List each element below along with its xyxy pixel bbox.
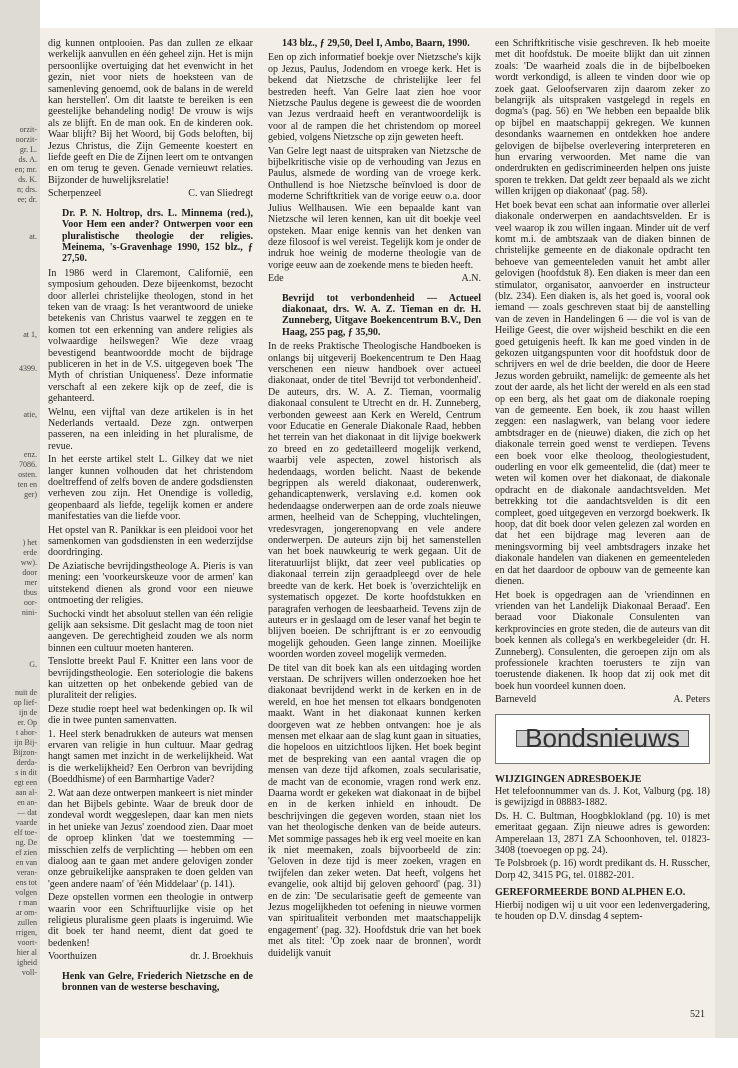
gutter-line: en; mr. xyxy=(14,165,37,174)
gutter-line: Bijzon- xyxy=(13,748,37,757)
gutter-line: ger) xyxy=(24,490,37,499)
paragraph: Van Gelre legt naast de uitspraken van Nietzsche de bijbelkritische visie op de verhouding van Jezus en Paulus, alsmede de wording van de vroege kerk. Onthullend is hoe Nietzsche beïnvloed is door de moderne Schriftkritiek van de vorige eeuw o.a. door Julius Wellhausen. Wie een bepaalde kant van Nietzsche wil leren kennen, kan uit dit boekje veel opsteken. Maar enige kennis van het denken van deze filosoof is wel vereist. Tegelijk kom je onder de indruk hoe weinig de moderne theologie van de vorige eeuw aan de zoekende mens te bieden heeft. xyxy=(268,145,481,271)
gutter-line: orzit- xyxy=(19,125,37,134)
gutter-line: — dat xyxy=(17,808,37,817)
gutter-line: vaarde xyxy=(15,818,37,827)
review-body xyxy=(268,341,481,959)
section-heading: WIJZIGINGEN ADRESBOEKJE xyxy=(495,773,642,785)
address-changes xyxy=(495,786,710,881)
gutter-line: oor- xyxy=(23,598,37,607)
signature: Ede A.N. xyxy=(268,273,481,285)
gutter-block xyxy=(23,410,40,420)
paragraph: De titel van dit boek kan als een uitdaging worden verstaan. De schrijvers willen onderzoeken hoe het diakonaat bevrijdend werkt in de kerken en in de wereld, en hoe het mensen tot elkaars bondgenoten maakt. Want in het diakonaat kunnen kerken doorgeven wat ze hebben ontvangen: hoe je als mensen met elkaar aan de slag kunt gaan in situaties, die hopeloos en uitzichtloos lijken. Het boek begint met de bespreking van een aantal vragen die op mensen van deze tijd afkomen, zoals secularisatie, de macht van de economie, vragen rond werk enz. Daarna wordt er gekeken wat diakonaat in de bijbel en in de kerken inhield en inhoudt. De beschrijvingen die gegeven worden, staan niet los van het theologische denken van de beide auteurs. Met sommige passages heb ik erg veel moeite en kan ik niet meemaken, zoals bijvoorbeeld de zin: 'Geloven in deze tijd is meer zoeken, vragen en twijfelen dan zeker weten. Dat heeft, volgens het evangelie, ook altijd bij geloven gehoord' (pag. 31) en de zin: 'De secularisatie geeft de gemeente van Jezus mogelijkheden tot oefening in nieuwe vormen van spiritualiteit verbonden met maatschappelijk engagement' (pag. 32). Hoofdstuk drie van het boek met als titel: 'Op zoek naar de bronnen', wordt duidelijk vanuit xyxy=(268,662,481,959)
paragraph: een Schriftkritische visie geschreven. Ik heb moeite met dit hoofdstuk. De moeite blijkt dan uit zinnen zoals: 'De waarheid zoals die in de bijbelboeken wordt verkondigd, is alleen te vinden door wie op zoek gaat. Geloofservaren zijn daarom zeker zo belangrijk als uitspraken vastgelegd in regels en dogma's (pag. 56) en 'We hebben een bepaalde blik op bijbel en maatschappij gekregen. We kunnen desondanks waarnemen en ontdekken hoe andere gelovigen de bijbelse overlevering interpreteren en hun ervaring verwoorden. Met name die van onderdrukten en gediscrimineerden helpen ons juiste sporen te trekken. Dat geldt zeer bepaald als we zicht willen krijgen op diakonaat' (pag. 58). xyxy=(495,38,710,198)
gutter-line: derda- xyxy=(16,758,37,767)
review-body xyxy=(48,268,253,950)
review-title: Bevrijd tot verbondenheid — Actueel diakonaat, drs. W. A. Z. Tieman en dr. H. Zunneberg, Uitgave Boekencentrum B.V., Den Haag, 255 pag, ƒ 35,90. xyxy=(282,292,481,338)
gutter-line: erde xyxy=(23,548,37,557)
gutter-line: veran- xyxy=(16,868,37,877)
gutter-line: ds. A. xyxy=(18,155,37,164)
gutter-line: op lief- xyxy=(13,698,37,707)
gutter-line: nini- xyxy=(21,608,37,617)
bondsnieuws-banner: Bondsnieuws xyxy=(495,714,710,764)
gutter-line: tbus xyxy=(23,588,37,597)
review-title: Henk van Gelre, Friederich Nietzsche en de bronnen van de westerse beschaving, xyxy=(62,970,253,994)
gutter-line: at. xyxy=(29,232,37,241)
signature: Scherpenzeel C. van Sliedregt xyxy=(48,188,253,200)
gutter-line: s in dit xyxy=(15,768,37,777)
meeting-notice: Hierbij nodigen wij u uit voor een ledenvergadering, te houden op D.V. dinsdag 4 septem- xyxy=(495,899,710,923)
paragraph: Ds. H. C. Bultman, Hoogbklokland (pg. 10) is met emeritaat gegaan. Zijn nieuwe adres is geworden: Amperelaan 13, 2871 ZA Schoonhoven, tel. 01823-3408 (toevoegen op pg. 24). xyxy=(495,810,710,856)
column-left xyxy=(48,38,253,997)
gutter-block xyxy=(18,450,40,500)
gutter-line: gr. L. xyxy=(19,145,37,154)
gutter-line: hier al xyxy=(16,948,37,957)
gutter-line: G. xyxy=(29,660,37,669)
gutter-block xyxy=(21,538,40,618)
gutter-line: ijn Bij- xyxy=(14,738,37,747)
gutter-line: ee; dr. xyxy=(17,195,37,204)
paragraph: Een op zich informatief boekje over Nietzsche's kijk op Jezus, Paulus, Jodendom en vroege kerk. Het is bekend dat Nietzsche de christelijke leer fel bestreden heeft. Van Gelre laat zien hoe voor Nietzsche Paulus degene is geweest die de woorden van Jezus verdraaid heeft en verantwoordelijk is voor al de rampen die het christendom op moreel gebied, volgens Nietzsche op zijn geweten heeft. xyxy=(268,52,481,144)
signature: Voorthuizen dr. J. Broekhuis xyxy=(48,951,253,963)
paragraph: Het boek is opgedragen aan de 'vriendinnen en vrienden van het Landelijk Diakonaal Beraad'. Een beraad voor Diakonale Consulenten van kerkprovincies en grote steden, die de auteurs van dit boek kennen als collega's en werkbegeleider (dr. H. Zunneberg). Consulenten, die geroepen zijn om als professionele krachten toerusters te zijn van toerustende diakenen. Ik hoop dat zij ook met dit boek hun voordeel kunnen doen. xyxy=(495,589,710,692)
gutter-line: nuit de xyxy=(15,688,37,697)
gutter-line: atie, xyxy=(23,410,37,419)
gutter-line: enz. xyxy=(23,450,37,459)
gutter-line: volgen xyxy=(15,888,37,897)
gutter-block xyxy=(29,660,40,670)
gutter-line: ww). xyxy=(20,558,37,567)
gutter-line: elf toe- xyxy=(14,828,37,837)
gutter-block xyxy=(29,232,40,242)
column-middle xyxy=(268,38,481,961)
section-heading: GEREFORMEERDE BOND ALPHEN E.O. xyxy=(495,887,686,899)
gutter-line: ef zien xyxy=(15,848,37,857)
gutter-line: mer xyxy=(24,578,37,587)
gutter-line: n; drs. xyxy=(17,185,37,194)
gutter-line: voort- xyxy=(17,938,37,947)
paragraph: 1. Heel sterk benadrukken de auteurs wat mensen ervaren van religie in hun cultuur. Maar gedrag hangt samen met inzicht in de werkelijkheid. Wat is die werkelijkheid? Een Oerbron van bevrijding (Boeddhisme) of een Barmhartige Vader? xyxy=(48,728,253,786)
gutter-block xyxy=(19,364,40,374)
magazine-page xyxy=(40,28,715,1038)
gutter-block xyxy=(15,125,40,205)
gutter-line: er. Op xyxy=(17,718,37,727)
gutter-line: ijn de xyxy=(19,708,37,717)
paragraph: Deze studie roept heel wat bedenkingen op. Ik wil die in twee punten samenvatten. xyxy=(48,703,253,727)
paragraph: Het opstel van R. Panikkar is een pleidooi voor het samenkomen van godsdiensten in een wederzijdse doordringing. xyxy=(48,524,253,559)
gutter-line: osten. xyxy=(18,470,37,479)
gutter-line: 7086. xyxy=(19,460,37,469)
gutter-block xyxy=(23,330,40,340)
gutter-line: 4399. xyxy=(19,364,37,373)
gutter-line: egt een xyxy=(14,778,37,787)
paragraph: Deze opstellen vormen een theologie in ontwerp waarin voor een Schriftuurlijke visie op het religieus pluralisme geen plaats is ingeruimd. Wie dit boek ter hand neemt, dient dat goed te bedenken! xyxy=(48,892,253,949)
gutter-line: voll- xyxy=(21,968,37,977)
gutter-line: ten en xyxy=(17,480,37,489)
gutter-line: oorzit- xyxy=(15,135,37,144)
gutter-line: ar om- xyxy=(15,908,37,917)
review-title: Dr. P. N. Holtrop, drs. L. Minnema (red.), Voor Hem een ander? Ontwerpen voor een pluralistische theologie der religies. Meinema, 's-Gravenhage 1990, 152 blz., ƒ 27,50. xyxy=(62,207,253,265)
gutter-line: r man xyxy=(18,898,37,907)
paragraph: Het boek bevat een schat aan informatie over allerlei diakonale onderwerpen en aandachtsvelden. Er is veel waarop ik zou willen ingaan. Minder uit de verf komt m.i. de ambtszaak van de diaken binnen de christelijke gemeente en de diakonale opdracht ten behoeve van gemeenteleden vanuit het ambt aller gelovigen (hoofdstuk 8). Een diaken is meer dan een stimulator, organisator, aanvoerder en instructeur (blz. 234). Een diaken is, als het goed is, vooral ook iemand — zoals geschreven staat bij de aanstelling van de zeven in Handelingen 6 — die vol is van de Heilige Geest, die over wijsheid beschikt en die een goed getuigenis heeft. Ik kan me goed vinden in de gekozen uitgangspunten voor dit hoofdstuk door de schrijvers en wel de drie beelden, die door de Heere Jezus worden gebruikt, namelijk: de gemeente als het zout der aarde, als het licht der wereld en als een stad op een berg, als het gaat om de diakonale roeping van de gemeente. Een boek, ik zou haast willen zeggen: een naslagwerk, van belang voor iedere ambtsdrager en de (nieuwe) diaken, die zich op het diakonale terrein goed wenst te verdiepen. Tevens een boek voor elke theoloog, theologiestudent, ouderling en voor elk gemeentelid, die (dat) meer te weten wil komen over het diakonaat, de diakonale opdracht en de diakonale aandachtsvelden. Met betrekking tot die aandachtsvelden is dit een compleet, goed uitgegeven en verzorgd boekwerk. Ik hoop, dat dit boek door velen gelezen zal worden en dat het een bijdrage mag leveren aan de meningsvorming bij veel ambtsdragers inzake het diakonale handelen van diakenen en gemeenteleden en dat het daardoor de opbouw van de gemeente kan dienen. xyxy=(495,199,710,588)
gutter-line: en an- xyxy=(17,798,37,807)
paragraph: dig kunnen ontplooien. Pas dan zullen ze elkaar werkelijk aanvullen en één geheel zijn. Het is mijn persoonlijke overtuiging dat het evenwicht in het gezin, niet voor niets de hoeksteen van de samenleving genoemd, ook de balans in de wereld kan herstellen'. Om dit laatste te bereiken is een geestelijke behandeling nodig! De vrouw is wijs als ze blijft. En de man ook. En de kinderen ook. Waar blijft? Bij het Woord, bij Gods beloften, bij Jezus Christus, die Zijn Gemeente koestert en liefde geeft en Die de Zijnen leert om te ontvangen en om terug te geven. Genade vernieuwt relaties. Bijzonder de huwelijksrelatie! xyxy=(48,38,253,186)
paragraph: Het telefoonnummer van ds. J. Kot, Valburg (pg. 18) is gewijzigd in 08883-1882. xyxy=(495,785,710,809)
gutter-line: en van xyxy=(15,858,37,867)
paragraph: Suchocki vindt het absoluut stellen van één religie gelijk aan seksisme. Dit geslacht mag de toon niet aangeven. De gerechtigheid zouden we als norm binnen een cultuur moeten hanteren. xyxy=(48,608,253,654)
page-edge xyxy=(715,28,738,1038)
review-title-continued: 143 blz., ƒ 29,50, Deel I, Ambo, Baarn, 1990. xyxy=(282,38,470,49)
paragraph: Tenslotte breekt Paul F. Knitter een lans voor de bevrijdingstheologie. Een soteriologie die bakens kan uitzetten op het onbekende gebied van de pluraliteit der religies. xyxy=(48,656,253,702)
paragraph: De Aziatische bevrijdingstheologe A. Pieris is van mening: een 'voorkeurskeuze voor de armen' kan uitstekend dienen als grond voor een nieuwe ontmoeting der religies. xyxy=(48,560,253,607)
gutter-line: door xyxy=(22,568,37,577)
gutter-line: igheid xyxy=(17,958,37,967)
col3-text xyxy=(495,38,710,692)
col2-text xyxy=(268,52,481,271)
gutter-fragments xyxy=(0,0,40,1068)
gutter-line: aan al- xyxy=(15,788,37,797)
signature: Barneveld A. Peters xyxy=(495,694,710,706)
gutter-block xyxy=(13,688,40,978)
paragraph: In 1986 werd in Claremont, Californië, een symposium gehouden. Deze bijeenkomst, bezocht door allerlei christelijke theologen, stond in het teken van de vraag: Is het verantwoord de unieke betekenis van Christus vaarwel te zeggen en te komen tot een erkenning van andere religies als volwaardige heilswegen? Wie deze vraag bevestigend beantwoordde mocht de bijdrage publiceren in het in de V.S. uitgegeven boek 'The Myth of christian Uniqueness'. Deze informatie verschaft al een zekere kijk op de zeef, die is gehanteerd. xyxy=(48,267,253,405)
page-number: 521 xyxy=(690,1009,705,1020)
gutter-line: ) het xyxy=(22,538,37,547)
paragraph: 2. Wat aan deze ontwerpen mankeert is niet minder dan het Bijbels gebinte. Waar de breuk door de zondeval wordt weggeslepen, daar kan men niets in het unieke van Jezus' zoendood zien. Daar moet de oproep klinken 'dat we toestemming — misschien zelfs de verplichting — hebben om een dialoog aan te gaan met andere gelovigen zonder onze gebruikelijke aanspraken te doen gelden van 'geen andere naam' of 'één Middelaar' (p. 141). xyxy=(48,787,253,890)
gutter-line: t abor- xyxy=(16,728,37,737)
paragraph: Te Polsbroek (p. 16) wordt predikant ds. H. Russcher, Dorp 42, 3415 PG, tel. 01882-201. xyxy=(495,858,710,881)
paragraph: In de reeks Praktische Theologische Handboeken is onlangs bij uitgeverij Boekencentrum te Den Haag verschenen een nieuw handboek over actueel diakonaat, onder de titel 'Bevrijd tot verbondenheid'. De auteurs, drs. W. A. Z. Tieman, voormalig diakonaal consulent te Utrecht en dr. H. Zunneberg, verbonden geweest aan Kerk en Wereld, Centrum voor Educatie en Generale Diakonale Raad, hebben het terrein van het diakonaat in dit lijvige boekwerk zo breed en zo gedetailleerd mogelijk verkend, waarbij vele aspecten, zowel historisch als hedendaags, worden belicht. Naast de bekende begrippen als wereld diakonaat, ouderenwerk, gehandicaptenwerk, verslaving e.d. komen ook hedendaagse onderwerpen aan de orde zoals nieuwe armen, heelheid van de Schepping, vluchtelingen, vredesvragen, jongerenopvang en vele andere onderwerpen. De auteurs zijn bij het samenstellen van het boek nauwkeurig te werk gegaan. Uit de literatuurlijst blijkt, dat zeer veel publicaties op diakonaal terrein zijn geraadpleegd over de hele breedte van de kerk. Het boek is 'overzichtelijk en systematisch opgezet. De korte hoofdstukken en paragrafen verhogen de leesbaarheid. Tevens zijn de auteurs er in geslaagd om de leser vanaf het begin te blijven boeien. De schrijftrant is er zo eenvoudig mogelijk gehouden. Geen lange zinnen. Moeilijke woorden worden zoveel mogelijk vermeden. xyxy=(268,341,481,661)
gutter-line: rrigen, xyxy=(15,928,37,937)
col1-text xyxy=(48,38,253,186)
gutter-line: at 1, xyxy=(23,330,37,339)
gutter-line: ens tot xyxy=(15,878,37,887)
gutter-line: zullen xyxy=(17,918,37,927)
gutter-line: ng. De xyxy=(15,838,37,847)
paragraph: In het eerste artikel stelt L. Gilkey dat we niet langer kunnen volhouden dat het christendom doeltreffend of zelfs boven de andere godsdiensten verheven zou zijn. Het Onendige is volledig, geopenbaard als liefde, tegelijk komen er andere manifestaties van die liefde voor. xyxy=(48,454,253,523)
paragraph: Welnu, een vijftal van deze artikelen is in het Nederlands vertaald. Deze zgn. ontwerpen passeren, na een inleiding in het pluralisme, de revue. xyxy=(48,406,253,452)
column-right xyxy=(495,38,710,924)
gutter-line: ds. K. xyxy=(18,175,37,184)
